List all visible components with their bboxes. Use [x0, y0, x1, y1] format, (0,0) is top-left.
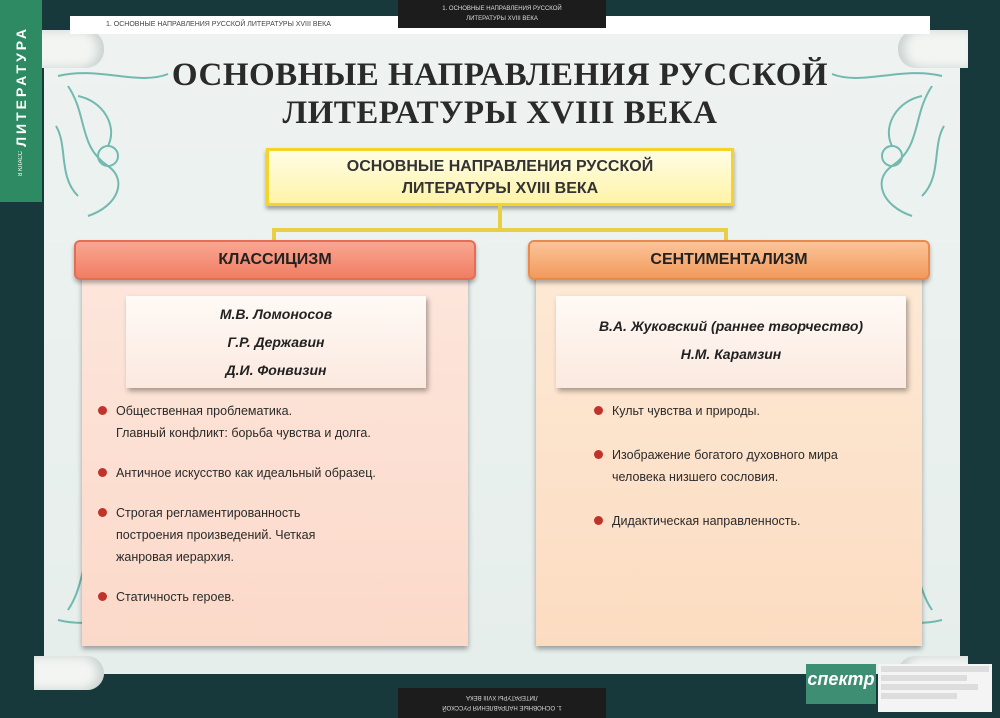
poster-title-line2: ЛИТЕРАТУРЫ XVIII ВЕКА [282, 95, 718, 131]
top-tab-line2: ЛИТЕРАТУРЫ XVIII ВЕКА [466, 16, 538, 22]
list-item-text: Статичность героев. [116, 590, 235, 604]
red-dot-icon [98, 592, 107, 601]
bottom-tab-line2: ЛИТЕРАТУРЫ XVIII ВЕКА [466, 694, 538, 700]
sentimentalism-authors-card [556, 296, 906, 388]
author-fonvizin: Д.И. Фонвизин [225, 362, 327, 378]
subject-label: ЛИТЕРАТУРА [13, 26, 29, 147]
list-item-text: Изображение богатого духовного мира [612, 448, 838, 462]
author-lomonosov: М.В. Ломоносов [219, 306, 333, 322]
top-tab-line1: 1. ОСНОВНЫЕ НАПРАВЛЕНИЯ РУССКОЙ [442, 6, 562, 12]
scroll-roll-bottom-left [34, 656, 104, 690]
red-dot-icon [594, 516, 603, 525]
list-item-text: Культ чувства и природы. [612, 404, 760, 418]
bottom-tab-line1: 1. ОСНОВНЫЕ НАПРАВЛЕНИЯ РУССКОЙ [442, 704, 562, 710]
list-item [98, 400, 458, 444]
list-item-text: Дидактическая направленность. [612, 514, 801, 528]
red-dot-icon [98, 468, 107, 477]
poster-title [150, 56, 850, 132]
poster-title-line1: ОСНОВНЫЕ НАПРАВЛЕНИЯ РУССКОЙ [171, 57, 829, 93]
diagram-root-box [266, 148, 734, 206]
sentimentalism-features-list [594, 400, 914, 532]
red-dot-icon [98, 508, 107, 517]
list-item-text: Строгая регламентированность [116, 506, 301, 520]
subject-side-tab [0, 0, 42, 202]
list-item-text: Главный конфликт: борьба чувства и долга. [116, 426, 371, 440]
grade-label: 8 КЛАСС [18, 150, 24, 176]
red-dot-icon [594, 450, 603, 459]
publisher-fineprint [878, 664, 992, 712]
sentimentalism-heading: СЕНТИМЕНТАЛИЗМ [528, 240, 930, 280]
bottom-tab [398, 688, 606, 718]
list-item-text: жанровая иерархия. [116, 550, 234, 564]
list-item-text: Общественная проблематика. [116, 404, 293, 418]
connector-vertical [498, 206, 502, 230]
list-item-text: построения произведений. Четкая [116, 528, 316, 542]
list-item [594, 400, 914, 422]
red-dot-icon [98, 406, 107, 415]
list-item-text: человека низшего сословия. [612, 470, 779, 484]
root-box-line2: ЛИТЕРАТУРЫ XVIII ВЕКА [401, 180, 599, 197]
red-dot-icon [594, 406, 603, 415]
root-box-line1: ОСНОВНЫЕ НАПРАВЛЕНИЯ РУССКОЙ [346, 158, 654, 175]
list-item [98, 586, 458, 608]
list-item [594, 444, 914, 488]
author-zhukovsky: В.А. Жуковский (раннее творчество) [598, 318, 864, 334]
author-derzhavin: Г.Р. Державин [227, 334, 325, 350]
author-karamzin: Н.М. Карамзин [680, 346, 782, 362]
connector-horizontal [272, 228, 728, 232]
classicism-heading: КЛАССИЦИЗМ [74, 240, 476, 280]
classicism-features-list [98, 400, 458, 608]
list-item [98, 462, 458, 484]
publisher-logo: спектр [806, 664, 876, 704]
top-tab [398, 0, 606, 28]
top-caption-text: 1. ОСНОВНЫЕ НАПРАВЛЕНИЯ РУССКОЙ ЛИТЕРАТУРЫ XVIII ВЕКА [106, 21, 331, 28]
classicism-authors-card [126, 296, 426, 388]
list-item-text: Античное искусство как идеальный образец. [116, 466, 376, 480]
list-item [594, 510, 914, 532]
list-item [98, 502, 458, 568]
